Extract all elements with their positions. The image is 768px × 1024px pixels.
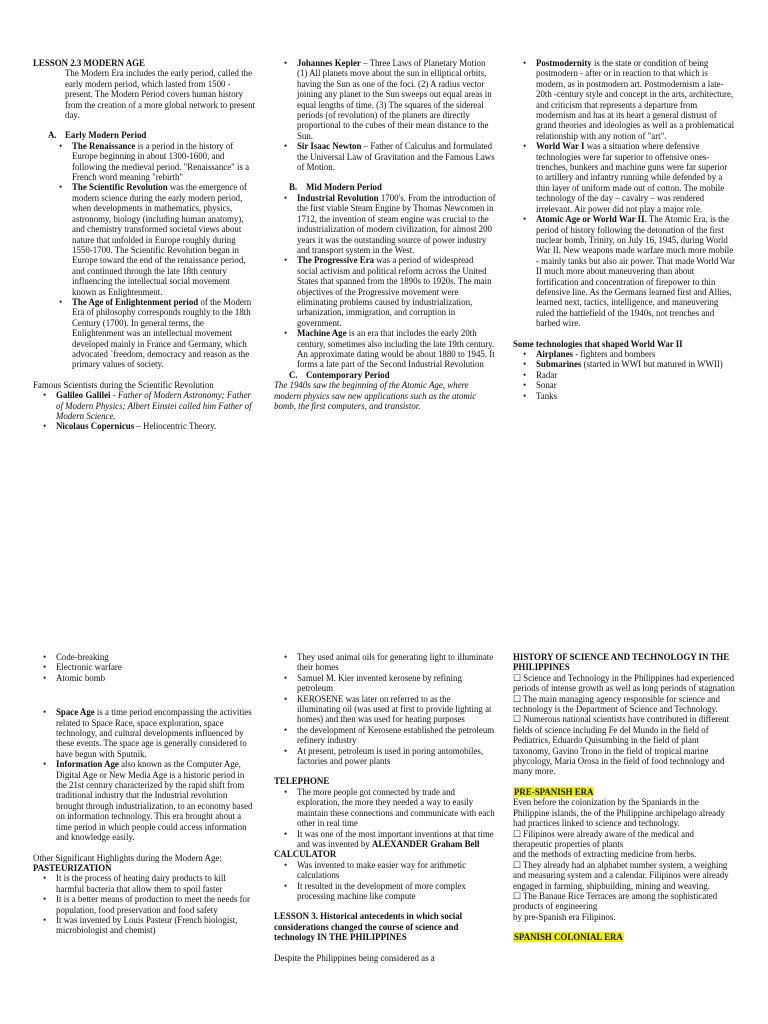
history-paragraph: ☐ Science and Technology in the Philippines had experienced periods of intense growth as well as long periods of stagnation xyxy=(513,672,735,694)
highlights-heading: Other Significant Highlights during the Modern Age: xyxy=(33,852,222,863)
top-column-1 xyxy=(33,58,255,432)
prespanish-paragraph: ☐ Filipinos were already aware of the medical and therapeutic properties of plants xyxy=(513,828,694,849)
spanish-colonial-heading: SPANISH COLONIAL ERA xyxy=(514,932,623,943)
list-item: • Industrial Revolution 1700's. From the introduction of the first viable Steam Engine by Thomas Newcomen in 1712, the invention of steam engine was crucial to the industrialization of modern civilization, for almost 200 years it was the outstanding source of power industry and transport system in the West. xyxy=(274,193,496,255)
list-item: • Galileo Galilei - Father of Modern Astronomy; Father of Modern Physics; Albert Einstei called him Father of Modern Science. xyxy=(33,390,255,421)
bottom-column-3 xyxy=(513,652,735,943)
list-item: • Postmodernity is the state or condition of being postmodern - after or in reaction to that which is modern, as in postmodern art. Postmodernism a late-20th -century style and concept in the arts, architecture, and criticism that represents a departure from modernism and has at its heart a general distrust of grand theories and ideologies as well as a problematical relationship with any notion of "art". xyxy=(513,58,735,141)
list-item: • Radar xyxy=(513,370,735,380)
list-item: • Sir Isaac Newton – Father of Calculus and formulated the Universal Law of Gravitation and the Famous Laws of Motion. xyxy=(274,141,496,172)
history-title: HISTORY OF SCIENCE AND TECHNOLOGY IN THE PHILIPPINES xyxy=(513,652,730,673)
ww2-tech-list-continued xyxy=(33,652,255,683)
list-item: • The Renaissance is a period in the history of Europe beginning in about 1300-1600, and following the medieval period. "Renaissance" is a French word meaning "rebirth" xyxy=(49,141,255,183)
list-item: • The more people got connected by trade and exploration, the more they needed a way to easily maintain these connections and communicate with each other in real time xyxy=(274,787,496,829)
list-item: • KEROSENE was later on referred to as the illuminating oil (was used at first to provide lighting at homes) and then was used for heating purposes xyxy=(274,694,496,725)
list-item: • Sonar xyxy=(513,380,735,390)
list-item: • They used animal oils for generating light to illuminate their homes xyxy=(274,652,496,673)
calculator-title: CALCULATOR xyxy=(274,849,337,860)
prespanish-heading: PRE-SPANISH ERA xyxy=(514,786,594,797)
early-modern-list xyxy=(49,141,255,370)
list-item: • Johannes Kepler – Three Laws of Planetary Motion (1) All planets move about the sun in elliptical orbits, having the Sun as one of the foci. (2) A radius vector joining any planet to the Sun sweeps out equal areas in equal lengths of time. (3) The squares of the sidereal periods (of revolution) of the planets are directly proportional to the cubes of their mean distance to the Sun. xyxy=(274,58,496,141)
list-item: • Submarines (started in WWI but matured in WWII) xyxy=(513,359,735,369)
ages-list xyxy=(33,707,255,842)
prespanish-paragraph: Even before the colonization by the Spaniards in the Philippine islands, the of the Philippine archipelago already had practices linked to science and technology. xyxy=(513,797,725,829)
list-item: • It was invented by Louis Pasteur (French biologist, microbiologist and chemist) xyxy=(33,915,255,936)
list-item: • It resulted in the development of more complex processing machine like compute xyxy=(274,881,496,902)
list-item: • It is the process of heating dairy products to kill harmful bacteria that allow them to spoil faster xyxy=(33,873,255,894)
pasteurization-title: PASTEURIZATION xyxy=(33,862,112,873)
top-column-3 xyxy=(513,58,735,401)
lesson3-title: LESSON 3. Historical antecedents in which social considerations changed the course of science and technology IN THE PHILIPPINES xyxy=(274,911,463,943)
list-item: • Tanks xyxy=(513,391,735,401)
list-item: • Was invented to make easier way for arithmetic calculations xyxy=(274,860,496,881)
lesson3-paragraph: Despite the Philippines being considered as a xyxy=(274,952,435,963)
list-item: • Space Age is a time period encompassing the activities related to Space Race, space exploration, space technology, and cultural developments influenced by these events. The space age is generally considered to have begun with Sputnik. xyxy=(33,707,255,759)
section-b-heading: B. Mid Modern Period xyxy=(289,182,382,193)
list-item: • Atomic bomb xyxy=(33,673,255,683)
list-item: • Samuel M. Kier invented kerosene by refining petroleum xyxy=(274,673,496,694)
list-item: • The Progressive Era was a period of widespread social activism and political reform across the United States that spanned from the 1890s to 1920s. The main objectives of the Progressive movement were eliminating problems caused by industrialization, urbanization, immigration, and corruption in government. xyxy=(274,255,496,328)
prespanish-paragraph: by pre-Spanish era Filipinos. xyxy=(513,911,616,922)
history-paragraph: ☐ Numerous national scientists have contributed in different fields of science including Fe del Mundo in the field of Pediatrics, Eduardo Quisumbing in the field of plant taxonomy, Gavino Trono in the field of tropical marine phycology, Maria Orosa in the field of food technology and many more. xyxy=(513,714,730,777)
kerosene-list xyxy=(274,652,496,766)
list-item: • the development of Kerosene established the petroleum refinery industry xyxy=(274,725,496,746)
list-item: • The Age of Enlightenment period of the Modern Era of philosophy corresponds roughly to the 18th Century (1700). In general terms, the Enlightenment was an intellectual movement developed mainly in France and Germany, which advocated `freedom, democracy and reason as the primary values of society. xyxy=(49,297,255,370)
calculator-list xyxy=(274,860,496,902)
contemporary-list xyxy=(513,58,735,329)
prespanish-paragraph: ☐ They already had an alphabet number system, a weighing and measuring system and a calendar. Filipinos were already engaged in farming, shipbuilding, mining and weaving. xyxy=(513,859,729,891)
telephone-title: TELEPHONE xyxy=(274,776,330,787)
section-a-heading: A. Early Modern Period xyxy=(48,130,147,141)
pasteurization-list xyxy=(33,873,255,935)
list-item: • Atomic Age or World War II. The Atomic Era, is the period of history following the detonation of the first nuclear bomb, Trinity, on July 16, 1945, during World War II. New weapons made warfare much more mobile - mainly tanks but also air power. That made World War II much more about maneuvering than about fortification and concentration of firepower to thin defensive line. As the Germans learned first and Allies, learned next, tactics, intelligence, and maneuvering ruled the battlefield of the 1940s, not trenches and barbed wire. xyxy=(513,214,735,328)
list-item: • At present, petroleum is used in poring automobiles, factories and power plants xyxy=(274,746,496,767)
list-item: • It is a better means of production to meet the needs for population, food preservation and food safety xyxy=(33,894,255,915)
list-item: • Nicolaus Copernicus – Heliocentric Theory. xyxy=(33,421,255,431)
intro-paragraph: The Modern Era includes the early period, called the early modern period, which lasted from 1500 - present. The Modern Period covers human history from the creation of a more global network to present day. xyxy=(65,68,256,121)
scientists-list xyxy=(33,390,255,432)
ww2-tech-list xyxy=(513,349,735,401)
list-item: • Electronic warfare xyxy=(33,662,255,672)
list-item: • The Scientific Revolution was the emergence of modern science during the early modern period, when developments in mathematics, physics, astronomy, biology (including human anatomy), and chemistry transformed societal views about nature that unfolded in Europe roughly during 1550-1700. The Scientific Revolution began in Europe toward the end of the renaissance period, and continued through the late 18th century influencing the intellectual social movement known as Enlightenment. xyxy=(49,182,255,296)
list-item: • Airplanes - fighters and bombers xyxy=(513,349,735,359)
history-paragraph: ☐ The main managing agency responsible for science and technology is the Department of Science and Technology. xyxy=(513,693,720,715)
prespanish-paragraph: ☐ The Banaue Rice Terraces are among the sophisticated products of engineering xyxy=(513,890,718,912)
list-item: • World War I was a situation where defensive technologies were far superior to offensive ones-trenches, bunkers and machine guns were far superior to artillery and infantry running while defended by a thin layer of uniform made out of cotton. The mobile technology of the day – cavalry – was rendered irrelevant. Air power did not play a major role. xyxy=(513,141,735,214)
scientists-continued-list xyxy=(274,58,496,172)
prespanish-paragraph: and the methods of extracting medicine from herbs. xyxy=(513,849,697,860)
bottom-column-2 xyxy=(274,652,496,963)
ww2-tech-heading: Some technologies that shaped World War II xyxy=(513,338,683,349)
lesson-title: LESSON 2.3 MODERN AGE xyxy=(33,58,145,68)
list-item: • It was one of the most important inventions at that time and was invented by ALEXANDER Graham Bell xyxy=(274,829,496,850)
bottom-column-1 xyxy=(33,652,255,936)
telephone-list xyxy=(274,787,496,849)
list-item: • Information Age also known as the Computer Age, Digital Age or New Media Age is a historic period in the 21st century characterized by the rapid shift from traditional industry that the Industrial revolution brought through industrialization, to an economy based on information technology. This era brought about a time period in which people could access information and knowledge easily. xyxy=(33,759,255,842)
top-column-2 xyxy=(274,58,496,411)
contemporary-paragraph: The 1940s saw the beginning of the Atomic Age, where modern physics saw new applications such as the atomic bomb, the first computers, and transistor. xyxy=(274,380,477,411)
list-item: • Code-breaking xyxy=(33,652,255,662)
list-item: • Machine Age is an era that includes the early 20th century, sometimes also including the late 19th century. An approximate dating would be about 1880 to 1945. It forms a late part of the Second Industrial Revolution xyxy=(274,328,496,370)
mid-modern-list xyxy=(274,193,496,370)
section-c-heading: C. Contemporary Period xyxy=(289,369,390,380)
scientists-heading: Famous Scientists during the Scientific Revolution xyxy=(33,379,214,390)
